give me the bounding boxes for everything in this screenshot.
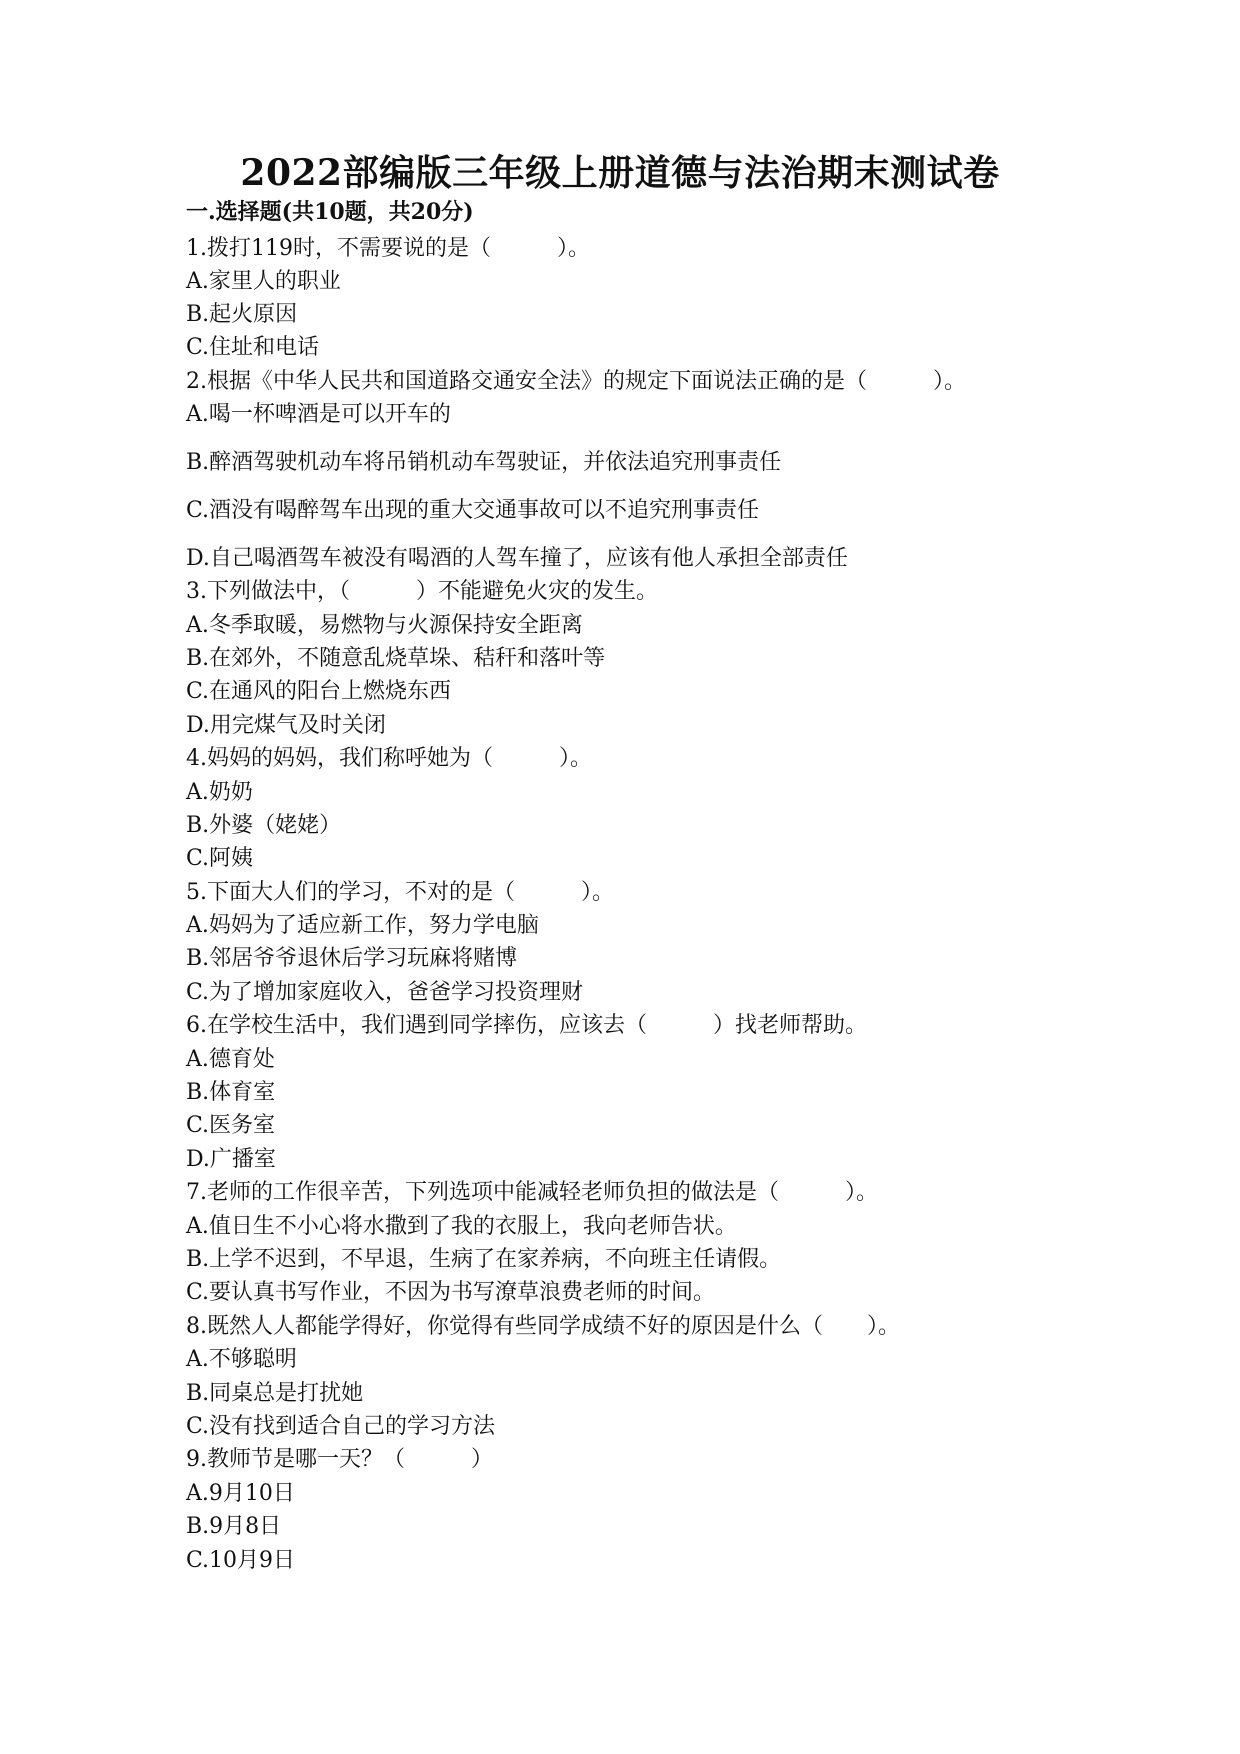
question-3: 3.下列做法中，（ ）不能避免火灾的发生。 xyxy=(186,579,658,604)
question-9: 9.教师节是哪一天？（ ） xyxy=(186,1447,493,1472)
option-2a: A.喝一杯啤酒是可以开车的 xyxy=(186,402,451,427)
option-4b: B.外婆（姥姥） xyxy=(186,813,342,838)
question-7: 7.老师的工作很辛苦，下列选项中能减轻老师负担的做法是（ ）。 xyxy=(186,1180,878,1205)
question-4: 4.妈妈的妈妈，我们称呼她为（ ）。 xyxy=(186,746,592,771)
option-3c: C.在通风的阳台上燃烧东西 xyxy=(186,679,452,704)
option-7a: A.值日生不小心将水撒到了我的衣服上，我向老师告状。 xyxy=(186,1214,737,1239)
option-8b: B.同桌总是打扰她 xyxy=(186,1381,364,1406)
option-2c: C.酒没有喝醉驾车出现的重大交通事故可以不追究刑事责任 xyxy=(186,498,760,523)
option-4a: A.奶奶 xyxy=(186,780,253,805)
option-3a: A.冬季取暖，易燃物与火源保持安全距离 xyxy=(186,613,583,638)
option-7c: C.要认真书写作业，不因为书写潦草浪费老师的时间。 xyxy=(186,1280,716,1305)
option-2b: B.醉酒驾驶机动车将吊销机动车驾驶证，并依法追究刑事责任 xyxy=(186,450,782,475)
exam-title: 2022部编版三年级上册道德与法治期末测试卷 xyxy=(240,152,1000,194)
option-8c: C.没有找到适合自己的学习方法 xyxy=(186,1414,496,1439)
option-6a: A.德育处 xyxy=(186,1047,275,1072)
option-9a: A.9月10日 xyxy=(186,1481,295,1506)
option-4c: C.阿姨 xyxy=(186,846,254,871)
option-6d: D.广播室 xyxy=(186,1147,276,1172)
option-9b: B.9月8日 xyxy=(186,1514,282,1539)
option-5b: B.邻居爷爷退休后学习玩麻将赌博 xyxy=(186,946,518,971)
option-6c: C.医务室 xyxy=(186,1113,276,1138)
option-7b: B.上学不迟到，不早退，生病了在家养病，不向班主任请假。 xyxy=(186,1247,782,1272)
option-1c: C.住址和电话 xyxy=(186,335,320,360)
option-1b: B.起火原因 xyxy=(186,302,298,327)
question-2: 2.根据《中华人民共和国道路交通安全法》的规定下面说法正确的是（ ）。 xyxy=(186,369,966,394)
option-8a: A.不够聪明 xyxy=(186,1347,297,1372)
question-1: 1.拨打119时，不需要说的是（ ）。 xyxy=(186,236,590,261)
option-3b: B.在郊外，不随意乱烧草垛、秸秆和落叶等 xyxy=(186,646,606,671)
option-2d: D.自己喝酒驾车被没有喝酒的人驾车撞了，应该有他人承担全部责任 xyxy=(186,546,848,571)
question-6: 6.在学校生活中，我们遇到同学摔伤，应该去（ ）找老师帮助。 xyxy=(186,1013,867,1038)
option-3d: D.用完煤气及时关闭 xyxy=(186,713,386,738)
option-1a: A.家里人的职业 xyxy=(186,269,341,294)
option-6b: B.体育室 xyxy=(186,1080,276,1105)
option-9c: C.10月9日 xyxy=(186,1548,296,1573)
question-5: 5.下面大人们的学习，不对的是（ ）。 xyxy=(186,880,614,905)
option-5c: C.为了增加家庭收入，爸爸学习投资理财 xyxy=(186,980,584,1005)
question-8: 8.既然人人都能学得好，你觉得有些同学成绩不好的原因是什么（ ）。 xyxy=(186,1314,900,1339)
option-5a: A.妈妈为了适应新工作，努力学电脑 xyxy=(186,913,539,938)
section-header: 一.选择题(共10题，共20分) xyxy=(186,199,474,225)
